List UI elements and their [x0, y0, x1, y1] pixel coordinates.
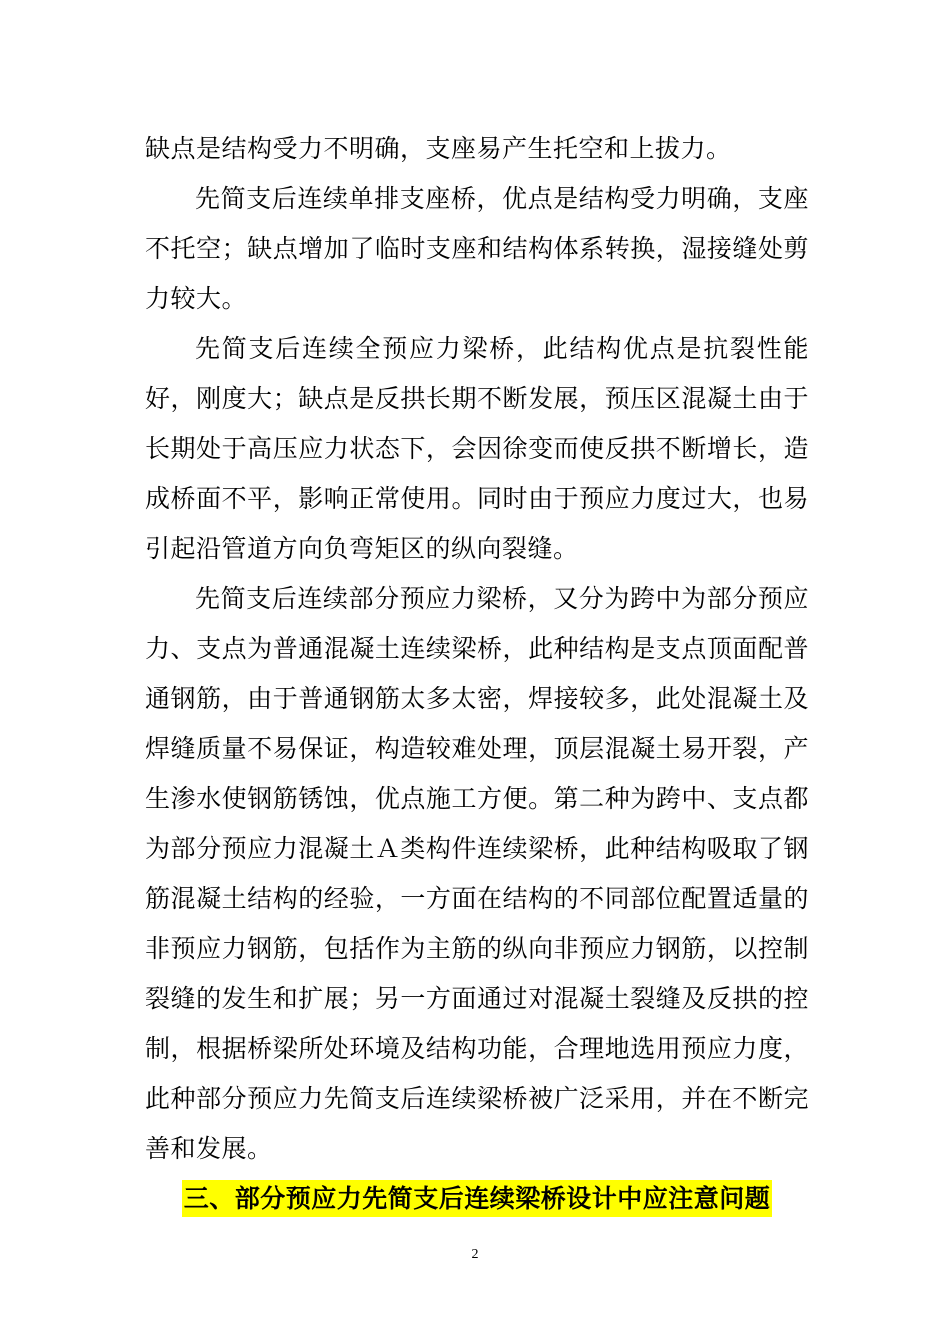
page-number: 2	[471, 1247, 479, 1262]
section-heading	[145, 1174, 809, 1224]
paragraph-1: 缺点是结构受力不明确，支座易产生托空和上拔力。	[145, 134, 732, 163]
document-body	[145, 124, 809, 1224]
paragraph-2: 先简支后连续单排支座桥，优点是结构受力明确，支座不托空；缺点增加了临时支座和结构体系转换，湿接缝处剪力较大。	[145, 184, 809, 313]
paragraph-4: 先简支后连续部分预应力梁桥，又分为跨中为部分预应力、支点为普通混凝土连续梁桥，此种结构是支点顶面配普通钢筋，由于普通钢筋太多太密，焊接较多，此处混凝土及焊缝质量不易保证，构造较难处理，顶层混凝土易开裂，产生渗水使钢筋锈蚀，优点施工方便。第二种为跨中、支点都为部分预应力混凝土Ａ类构件连续梁桥，此种结构吸取了钢筋混凝土结构的经验，一方面在结构的不同部位配置适量的非预应力钢筋，包括作为主筋的纵向非预应力钢筋，以控制裂缝的发生和扩展；另一方面通过对混凝土裂缝及反拱的控制，根据桥梁所处环境及结构功能，合理地选用预应力度，此种部分预应力先简支后连续梁桥被广泛采用，并在不断完善和发展。	[145, 584, 809, 1163]
paragraph-3: 先简支后连续全预应力梁桥，此结构优点是抗裂性能好，刚度大；缺点是反拱长期不断发展，预压区混凝土由于长期处于高压应力状态下，会因徐变而使反拱不断增长，造成桥面不平，影响正常使用。同时由于预应力度过大，也易引起沿管道方向负弯矩区的纵向裂缝。	[145, 334, 809, 563]
section-heading-text: 三、部分预应力先简支后连续梁桥设计中应注意问题	[182, 1180, 773, 1217]
